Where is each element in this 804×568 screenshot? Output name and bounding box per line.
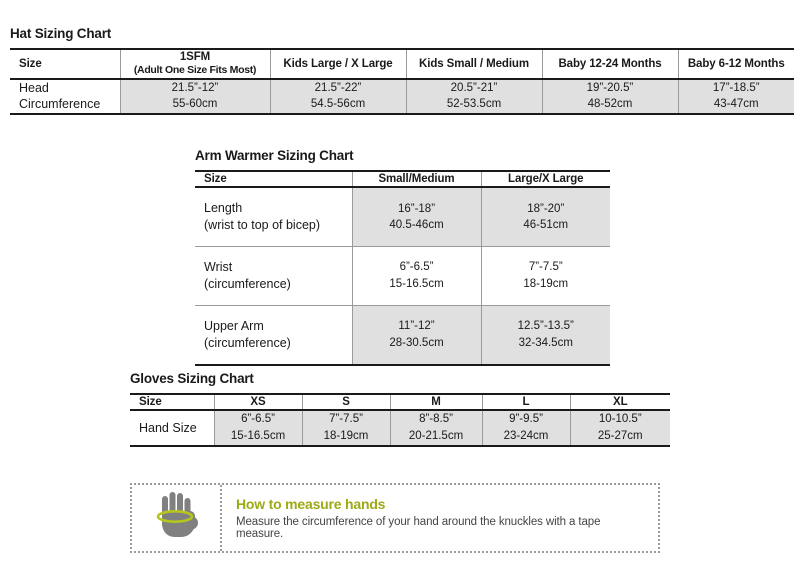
measure-icon-cell <box>132 485 222 551</box>
arm-header-large-xlarge: Large/X Large <box>481 171 610 187</box>
hat-header-row <box>10 49 794 79</box>
measure-text-cell <box>222 485 658 551</box>
arm-section-title: Arm Warmer Sizing Chart <box>195 148 354 163</box>
hat-header-baby-6-12: Baby 6-12 Months <box>678 49 794 79</box>
table-row <box>195 247 610 306</box>
gloves-header-m: M <box>390 394 482 410</box>
hat-cell-baby-6-12: 17”-18.5” 43-47cm <box>678 79 794 115</box>
arm-cell-upper-arm-sm: 11”-12” 28-30.5cm <box>352 305 481 364</box>
arm-cell-upper-arm-lxl: 12.5”-13.5” 32-34.5cm <box>481 305 610 364</box>
hat-row-label: Head Circumference <box>10 79 120 115</box>
arm-cell-wrist-sm: 6”-6.5” 15-16.5cm <box>352 247 481 306</box>
table-row <box>10 79 794 115</box>
hat-cell-baby-12-24: 19”-20.5” 48-52cm <box>542 79 678 115</box>
arm-row-label-length: Length (wrist to top of bicep) <box>195 187 352 246</box>
arm-warmer-sizing-table <box>195 170 610 366</box>
gloves-header-row <box>130 394 670 410</box>
how-to-measure-callout <box>130 483 660 553</box>
table-row <box>195 305 610 364</box>
gloves-section-title: Gloves Sizing Chart <box>130 371 254 386</box>
arm-cell-length-sm: 16”-18” 40.5-46cm <box>352 187 481 246</box>
hat-header-1sfm: 1SFM (Adult One Size Fits Most) <box>120 49 270 79</box>
gloves-cell-m: 8”-8.5” 20-21.5cm <box>390 410 482 445</box>
arm-header-small-medium: Small/Medium <box>352 171 481 187</box>
arm-cell-length-lxl: 18”-20” 46-51cm <box>481 187 610 246</box>
gloves-cell-xs: 6”-6.5” 15-16.5cm <box>214 410 302 445</box>
arm-row-label-wrist: Wrist (circumference) <box>195 247 352 306</box>
measure-description: Measure the circumference of your hand around the knuckles with a tape measure. <box>236 516 601 540</box>
hand-measure-icon <box>153 491 199 546</box>
gloves-sizing-section <box>130 371 670 447</box>
gloves-row-label: Hand Size <box>130 410 214 445</box>
gloves-header-l: L <box>482 394 570 410</box>
gloves-header-size: Size <box>130 394 214 410</box>
hat-header-size: Size <box>10 49 120 79</box>
gloves-header-s: S <box>302 394 390 410</box>
hat-sizing-section <box>10 26 794 115</box>
gloves-cell-l: 9”-9.5” 23-24cm <box>482 410 570 445</box>
gloves-cell-xl: 10-10.5” 25-27cm <box>570 410 670 445</box>
gloves-cell-s: 7”-7.5” 18-19cm <box>302 410 390 445</box>
hat-header-kids-small: Kids Small / Medium <box>406 49 542 79</box>
hat-header-kids-large: Kids Large / X Large <box>270 49 406 79</box>
table-row <box>195 187 610 246</box>
hat-section-title: Hat Sizing Chart <box>10 26 112 41</box>
hat-cell-kids-small: 20.5”-21” 52-53.5cm <box>406 79 542 115</box>
arm-warmer-sizing-section <box>195 148 610 366</box>
table-row <box>130 410 670 445</box>
gloves-header-xs: XS <box>214 394 302 410</box>
arm-header-size: Size <box>195 171 352 187</box>
measure-title: How to measure hands <box>236 496 386 512</box>
arm-row-label-upper-arm: Upper Arm (circumference) <box>195 305 352 364</box>
gloves-sizing-table <box>130 393 670 447</box>
hat-sizing-table <box>10 48 794 115</box>
hat-cell-1sfm: 21.5”-12” 55-60cm <box>120 79 270 115</box>
hat-cell-kids-large: 21.5”-22” 54.5-56cm <box>270 79 406 115</box>
hat-header-1sfm-sub: (Adult One Size Fits Most) <box>133 64 257 77</box>
arm-cell-wrist-lxl: 7”-7.5” 18-19cm <box>481 247 610 306</box>
arm-header-row <box>195 171 610 187</box>
hat-header-baby-12-24: Baby 12-24 Months <box>542 49 678 79</box>
gloves-header-xl: XL <box>570 394 670 410</box>
